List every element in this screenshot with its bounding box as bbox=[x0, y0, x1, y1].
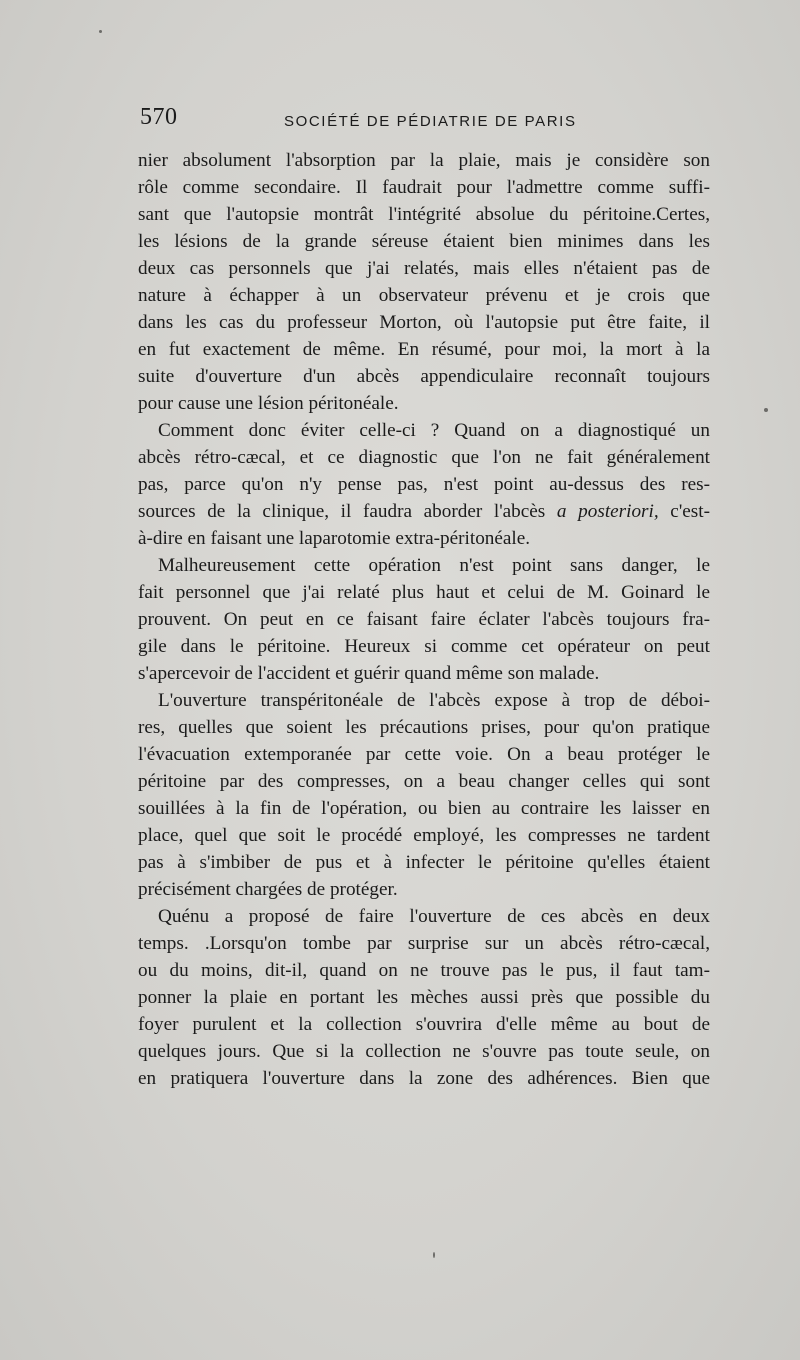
text-line: deux cas personnels que j'ai relatés, mais elles n'étaient pas de bbox=[138, 258, 710, 279]
page-number: 570 bbox=[140, 104, 178, 130]
text-line: foyer purulent et la collection s'ouvrira d'elle même au bout de bbox=[138, 1014, 710, 1035]
text-line: en fut exactement de même. En résumé, pour moi, la mort à la bbox=[138, 339, 710, 360]
text-line: précisément chargées de protéger. bbox=[138, 879, 398, 900]
text-line: place, quel que soit le procédé employé, les compresses ne tardent bbox=[138, 825, 710, 846]
text-line: souillées à la fin de l'opération, ou bien au contraire les laisser en bbox=[138, 798, 710, 819]
text-segment: sources de la clinique, il faudra aborder l'abcès bbox=[138, 501, 557, 522]
text-line: quelques jours. Que si la collection ne s'ouvre pas toute seule, on bbox=[138, 1041, 710, 1062]
text-line: pas, parce qu'on n'y pense pas, n'est point au-dessus des res- bbox=[138, 474, 710, 495]
text-line: rôle comme secondaire. Il faudrait pour l'admettre comme suffi- bbox=[138, 177, 710, 198]
text-line: sant que l'autopsie montrât l'intégrité absolue du péritoine.Certes, bbox=[138, 204, 710, 225]
running-head: SOCIÉTÉ DE PÉDIATRIE DE PARIS bbox=[284, 113, 577, 130]
text-line: les lésions de la grande séreuse étaient bien minimes dans les bbox=[138, 231, 710, 252]
text-line: ponner la plaie en portant les mèches aussi près que possible du bbox=[138, 987, 710, 1008]
italic-phrase: a posteriori, bbox=[556, 501, 659, 522]
text-line: fait personnel que j'ai relaté plus haut et celui de M. Goinard le bbox=[138, 582, 710, 603]
text-line: gile dans le péritoine. Heureux si comme cet opérateur on peut bbox=[138, 636, 710, 657]
text-line: prouvent. On peut en ce faisant faire éclater l'abcès toujours fra- bbox=[138, 609, 710, 630]
text-line: en pratiquera l'ouverture dans la zone des adhérences. Bien que bbox=[138, 1068, 710, 1089]
text-line: pas à s'imbiber de pus et à infecter le péritoine qu'elles étaient bbox=[138, 852, 710, 873]
paper-speck bbox=[433, 1252, 435, 1258]
text-line: ou du moins, dit-il, quand on ne trouve pas le pus, il faut tam- bbox=[138, 960, 710, 981]
text-line: L'ouverture transpéritonéale de l'abcès expose à trop de déboi- bbox=[158, 690, 710, 711]
text-line: Malheureusement cette opération n'est point sans danger, le bbox=[158, 555, 710, 576]
text-line: à-dire en faisant une laparotomie extra-péritonéale. bbox=[138, 528, 531, 549]
text-line: temps. .Lorsqu'on tombe par surprise sur un abcès rétro-cæcal, bbox=[138, 933, 710, 954]
body-text bbox=[138, 147, 710, 1092]
text-line: nature à échapper à un observateur prévenu et je crois que bbox=[138, 285, 710, 306]
text-line: dans les cas du professeur Morton, où l'autopsie put être faite, il bbox=[138, 312, 710, 333]
text-line: l'évacuation extemporanée par cette voie. On a beau protéger le bbox=[138, 744, 710, 765]
paper-speck bbox=[99, 30, 102, 33]
text-line: abcès rétro-cæcal, et ce diagnostic que l'on ne fait généralement bbox=[138, 447, 710, 468]
text-segment: c'est- bbox=[658, 501, 710, 522]
text-line: Quénu a proposé de faire l'ouverture de ces abcès en deux bbox=[158, 906, 710, 927]
text-line: s'apercevoir de l'accident et guérir quand même son malade. bbox=[138, 663, 600, 684]
text-line: suite d'ouverture d'un abcès appendiculaire reconnaît toujours bbox=[138, 366, 710, 387]
text-line: Comment donc éviter celle-ci ? Quand on a diagnostiqué un bbox=[158, 420, 710, 441]
paper-speck bbox=[764, 408, 768, 412]
text-line: péritoine par des compresses, on a beau changer celles qui sont bbox=[138, 771, 710, 792]
text-line: nier absolument l'absorption par la plaie, mais je considère son bbox=[138, 150, 710, 171]
text-line: res, quelles que soient les précautions prises, pour qu'on pratique bbox=[138, 717, 710, 738]
text-line: pour cause une lésion péritonéale. bbox=[138, 393, 399, 414]
text-line bbox=[138, 498, 710, 525]
